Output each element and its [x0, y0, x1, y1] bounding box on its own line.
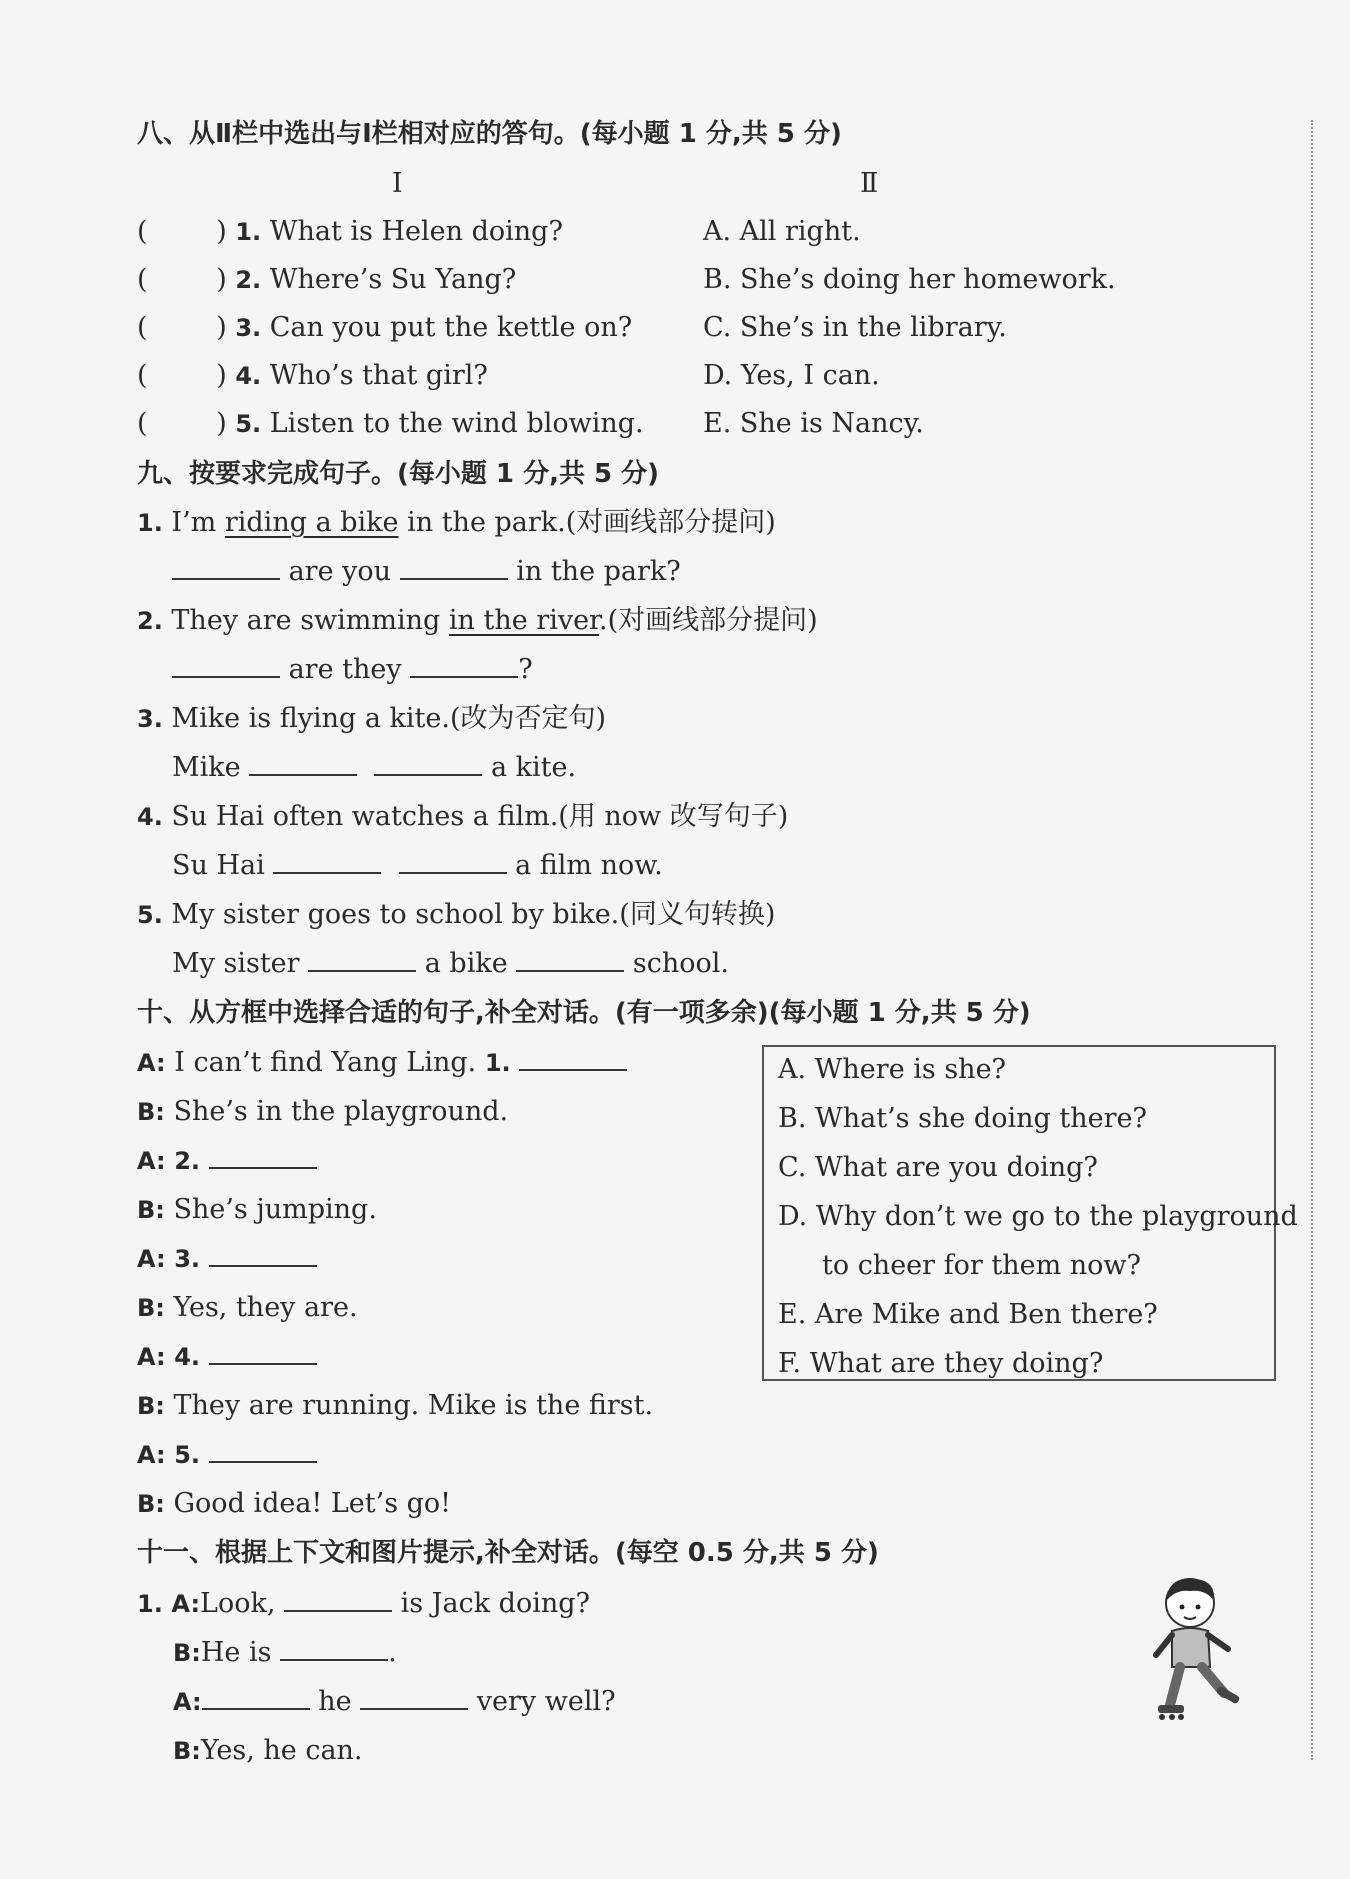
option-a: A. All right.	[703, 216, 861, 247]
line-text: I can’t find Yang Ling.	[174, 1047, 485, 1078]
speaker-label: B:	[137, 1294, 165, 1322]
answer-paren[interactable]: ( )	[137, 216, 227, 247]
answer-blank[interactable]	[519, 1045, 627, 1071]
s9-answer-3	[172, 750, 576, 786]
text: very well?	[468, 1686, 616, 1717]
option-e: E. She is Nancy.	[703, 408, 924, 439]
dialogue-line	[137, 1437, 317, 1473]
speaker-label: B:	[137, 1098, 165, 1126]
text: Yes, he can.	[200, 1735, 363, 1766]
instruction-note: (用 now 改写句子)	[558, 801, 789, 832]
box-option-d-continued: to cheer for them now?	[822, 1250, 1142, 1281]
dialogue-line	[137, 1486, 451, 1522]
text: in the park?	[507, 556, 681, 587]
item-number: 4.	[137, 803, 163, 831]
text: I’m	[171, 507, 225, 538]
s11-line-2	[173, 1635, 397, 1671]
speaker-label: B:	[137, 1196, 165, 1224]
item-number: 2.	[174, 1147, 201, 1175]
item-number: 3.	[174, 1245, 201, 1273]
speaker-label: B:	[137, 1392, 165, 1420]
option-d: D. Yes, I can.	[703, 360, 880, 391]
dialogue-line	[137, 1192, 377, 1228]
dialogue-line	[137, 1143, 317, 1179]
answer-blank[interactable]	[516, 946, 624, 972]
text: Look,	[200, 1588, 285, 1619]
dialogue-line	[137, 1339, 317, 1375]
dialogue-line	[137, 1045, 627, 1081]
s9-question-5	[137, 897, 775, 933]
question-text: Listen to the wind blowing.	[269, 408, 644, 439]
s9-question-2	[137, 603, 818, 639]
item-number: 5.	[137, 901, 163, 929]
item-number: 5.	[235, 410, 262, 438]
s11-line-1	[137, 1586, 590, 1622]
s9-answer-5	[172, 946, 729, 982]
box-option-d: D. Why don’t we go to the playground	[778, 1201, 1298, 1232]
speaker-label: A:	[137, 1049, 166, 1077]
answer-blank[interactable]	[249, 750, 357, 776]
s9-question-1	[137, 505, 776, 541]
speaker-label: B:	[173, 1639, 201, 1667]
answer-blank[interactable]	[209, 1339, 317, 1365]
text: Mike	[172, 752, 250, 783]
text: Su Hai	[172, 850, 274, 881]
column-2-header: Ⅱ	[860, 168, 879, 199]
answer-blank[interactable]	[273, 848, 381, 874]
answer-paren[interactable]: ( )	[137, 408, 227, 439]
speaker-label: A:	[173, 1688, 202, 1716]
underlined-phrase: in the river	[448, 605, 600, 636]
option-c: C. She’s in the library.	[703, 312, 1007, 343]
text: He is	[200, 1637, 281, 1668]
match-row-1	[137, 214, 563, 250]
answer-blank[interactable]	[284, 1586, 392, 1612]
item-number: 1.	[137, 509, 163, 537]
text: ?	[518, 654, 533, 685]
dialogue-line	[137, 1388, 653, 1424]
speaker-label: A:	[137, 1147, 166, 1175]
question-text: What is Helen doing?	[269, 216, 563, 247]
s9-answer-2	[172, 652, 533, 688]
box-option-e: E. Are Mike and Ben there?	[778, 1299, 1158, 1330]
underlined-phrase: riding a bike	[224, 507, 399, 538]
answer-paren[interactable]: ( )	[137, 264, 227, 295]
line-text: Yes, they are.	[173, 1292, 358, 1323]
speaker-label: A:	[137, 1245, 166, 1273]
instruction-note: (对画线部分提问)	[565, 507, 776, 538]
answer-blank[interactable]	[410, 652, 518, 678]
line-text: She’s in the playground.	[173, 1096, 509, 1127]
match-row-3	[137, 310, 632, 346]
s9-question-4	[137, 799, 788, 835]
section-8-title: 八、从Ⅱ栏中选出与Ⅰ栏相对应的答句。(每小题 1 分,共 5 分)	[137, 119, 842, 149]
answer-blank[interactable]	[172, 554, 280, 580]
dialogue-line	[137, 1094, 508, 1130]
text: a kite.	[482, 752, 577, 783]
dialogue-line	[137, 1241, 317, 1277]
item-number: 2.	[235, 266, 262, 294]
question-text: Who’s that girl?	[269, 360, 488, 391]
s9-answer-4	[172, 848, 663, 884]
speaker-label: A:	[171, 1590, 201, 1618]
section-11-title: 十一、根据上下文和图片提示,补全对话。(每空 0.5 分,共 5 分)	[137, 1538, 879, 1568]
instruction-note: (对画线部分提问)	[607, 605, 818, 636]
answer-blank[interactable]	[308, 946, 416, 972]
item-number: 2.	[137, 607, 163, 635]
answer-paren[interactable]: ( )	[137, 312, 227, 343]
line-text: She’s jumping.	[173, 1194, 377, 1225]
question-text: Where’s Su Yang?	[269, 264, 517, 295]
text: They are swimming	[171, 605, 449, 636]
answer-paren[interactable]: ( )	[137, 360, 227, 391]
text: in the park.	[398, 507, 566, 538]
question-text: Can you put the kettle on?	[269, 312, 633, 343]
speaker-label: B:	[137, 1490, 165, 1518]
text: .	[599, 605, 608, 636]
text: are you	[280, 556, 400, 587]
box-option-a: A. Where is she?	[778, 1054, 1007, 1085]
skating-boy-illustration	[1150, 1575, 1245, 1725]
dialogue-line	[137, 1290, 358, 1326]
speaker-label: B:	[173, 1737, 201, 1765]
text: are they	[280, 654, 411, 685]
box-option-c: C. What are you doing?	[778, 1152, 1098, 1183]
item-number: 3.	[137, 705, 163, 733]
text: school.	[624, 948, 729, 979]
item-number: 3.	[235, 314, 262, 342]
match-row-4	[137, 358, 488, 394]
item-number: 1.	[137, 1590, 163, 1618]
item-number: 4.	[174, 1343, 201, 1371]
speaker-label: A:	[137, 1441, 166, 1469]
speaker-label: A:	[137, 1343, 166, 1371]
instruction-note: (同义句转换)	[619, 899, 776, 930]
answer-blank[interactable]	[399, 848, 507, 874]
text: he	[309, 1686, 361, 1717]
text: Mike is flying a kite.	[171, 703, 450, 734]
box-option-b: B. What’s she doing there?	[778, 1103, 1147, 1134]
text: a bike	[416, 948, 517, 979]
text: My sister	[172, 948, 309, 979]
answer-blank[interactable]	[209, 1437, 317, 1463]
line-text: They are running. Mike is the first.	[173, 1390, 654, 1421]
s11-line-4	[173, 1733, 363, 1769]
answer-blank[interactable]	[374, 750, 482, 776]
s9-question-3	[137, 701, 606, 737]
text: is Jack doing?	[392, 1588, 590, 1619]
s9-answer-1	[172, 554, 681, 590]
answer-blank[interactable]	[280, 1635, 388, 1661]
item-number: 4.	[235, 362, 262, 390]
match-row-2	[137, 262, 516, 298]
text: Su Hai often watches a film.	[171, 801, 559, 832]
box-option-f: F. What are they doing?	[778, 1348, 1104, 1379]
s11-line-3	[173, 1684, 616, 1720]
column-1-header: Ⅰ	[392, 168, 403, 199]
answer-blank[interactable]	[172, 652, 280, 678]
instruction-note: (改为否定句)	[449, 703, 607, 734]
answer-blank[interactable]	[400, 554, 508, 580]
dotted-margin-line	[1311, 120, 1313, 1760]
item-number: 5.	[174, 1441, 201, 1469]
text: a film now.	[506, 850, 663, 881]
text: .	[388, 1637, 397, 1668]
answer-blank[interactable]	[202, 1684, 310, 1710]
line-text: Good idea! Let’s go!	[173, 1488, 452, 1519]
answer-blank[interactable]	[360, 1684, 468, 1710]
match-row-5	[137, 406, 644, 442]
answer-blank[interactable]	[209, 1241, 317, 1267]
item-number: 1.	[484, 1049, 511, 1077]
item-number: 1.	[235, 218, 262, 246]
text: My sister goes to school by bike.	[171, 899, 620, 930]
section-9-title: 九、按要求完成句子。(每小题 1 分,共 5 分)	[137, 459, 660, 489]
section-10-title: 十、从方框中选择合适的句子,补全对话。(有一项多余)(每小题 1 分,共 5 分)	[137, 998, 1031, 1028]
answer-blank[interactable]	[209, 1143, 317, 1169]
option-b: B. She’s doing her homework.	[703, 264, 1116, 295]
